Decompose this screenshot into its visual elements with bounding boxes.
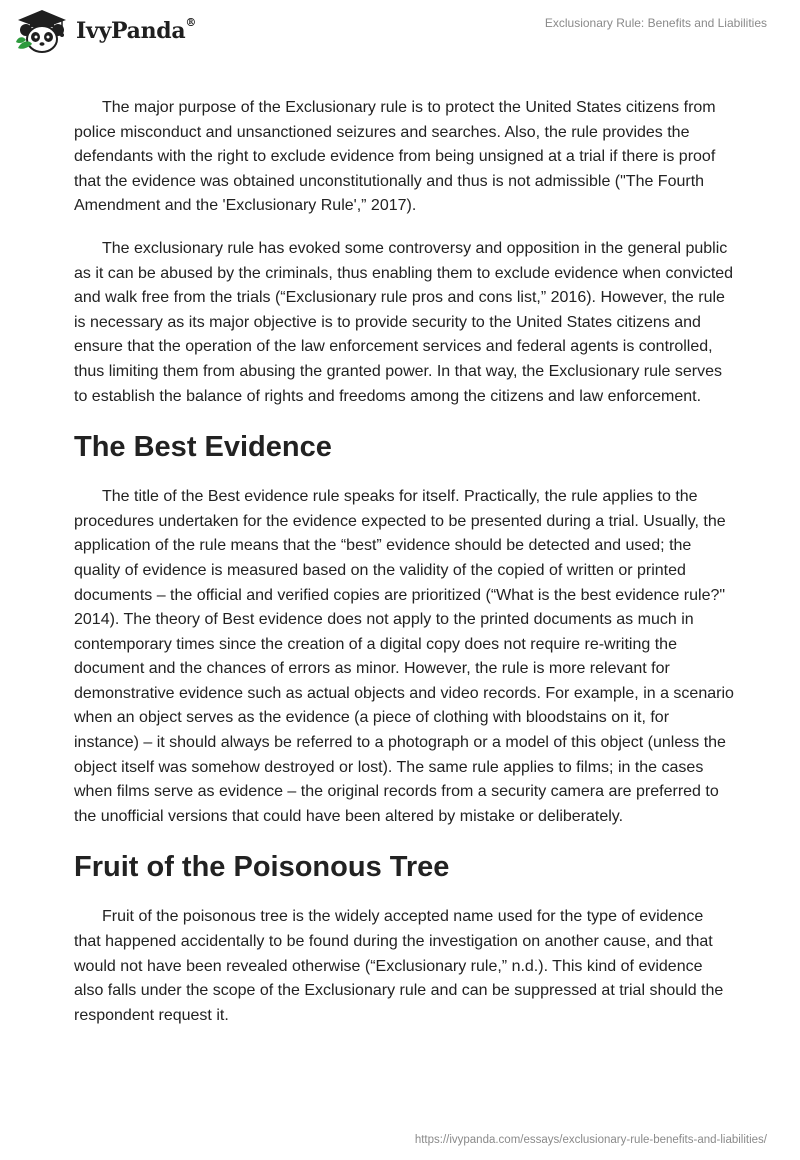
document-title: Exclusionary Rule: Benefits and Liabilities — [544, 16, 767, 30]
ivypanda-logo[interactable] — [14, 8, 196, 54]
section-heading-best-evidence: The Best Evidence — [74, 431, 332, 464]
essay-body — [74, 96, 734, 1046]
registered-mark: ® — [185, 16, 197, 29]
panda-graduate-icon — [14, 8, 70, 54]
page-header — [0, 0, 800, 64]
brand-name: IvyPanda® — [76, 16, 197, 44]
paragraph-intro-2: The exclusionary rule has evoked some controversy and opposition in the general public as it can be abused by the criminals, thus enabling them to exclude evidence when convicted and walk free from the trials (“Exclusionary rule pros and cons list,” 2016). However, the rule is necessary as its major objective is to provide security to the United States citizens and ensure that the operation of the law enforcement services and federal agents is controlled, thus limiting them from abusing the granted power. In that way, the Exclusionary rule serves to establish the balance of rights and freedoms among the citizens and law enforcement. — [74, 239, 734, 405]
paragraph-best-evidence: The title of the Best evidence rule speaks for itself. Practically, the rule applies to the procedures undertaken for the evidence expected to be presented during a trial. Usually, the application of the rule means that the “best” evidence should be detected and used; the quality of evidence is measured based on the validity of the copied of written or printed documents – the official and verified copies are prioritized (“What is the best evidence rule?" 2014). The theory of Best evidence does not apply to the printed documents as much in contemporary times since the creation of a digital copy does not require re-writing the document and the chances of errors as minor. However, the rule is more relevant for demonstrative evidence such as actual objects and video records. For example, in a scenario when an object serves as the evidence (a piece of clothing with bloodstains on it, for instance) – it should always be referred to a photograph or a model of this object (unless the object itself was somehow destroyed or lost). The same rule applies to films; in the cases when films serve as evidence – the original records from a security camera are preferred to the unofficial versions that could have been altered by mistake or deliberately. — [74, 488, 734, 825]
paragraph-fruit-poisonous-tree: Fruit of the poisonous tree is the widely accepted name used for the type of evidence that happened accidentally to be found during the investigation on another cause, and that would not have been revealed otherwise (“Exclusionary rule,” n.d.). This kind of evidence also falls under the scope of the Exclusionary rule and can be suppressed at trial should the respondent request it. — [74, 908, 724, 1024]
paragraph-intro-1: The major purpose of the Exclusionary rule is to protect the United States citizens from police misconduct and unsanctioned seizures and searches. Also, the rule provides the defendants with the right to exclude evidence from being unsigned at a trial if there is proof that the evidence was obtained unconstitutionally and thus is not admissible ("The Fourth Amendment and the 'Exclusionary Rule',” 2017). — [74, 99, 716, 215]
source-url[interactable]: https://ivypanda.com/essays/exclusionary-rule-benefits-and-liabilities/ — [414, 1134, 767, 1146]
section-heading-fruit-poisonous-tree: Fruit of the Poisonous Tree — [74, 851, 450, 884]
